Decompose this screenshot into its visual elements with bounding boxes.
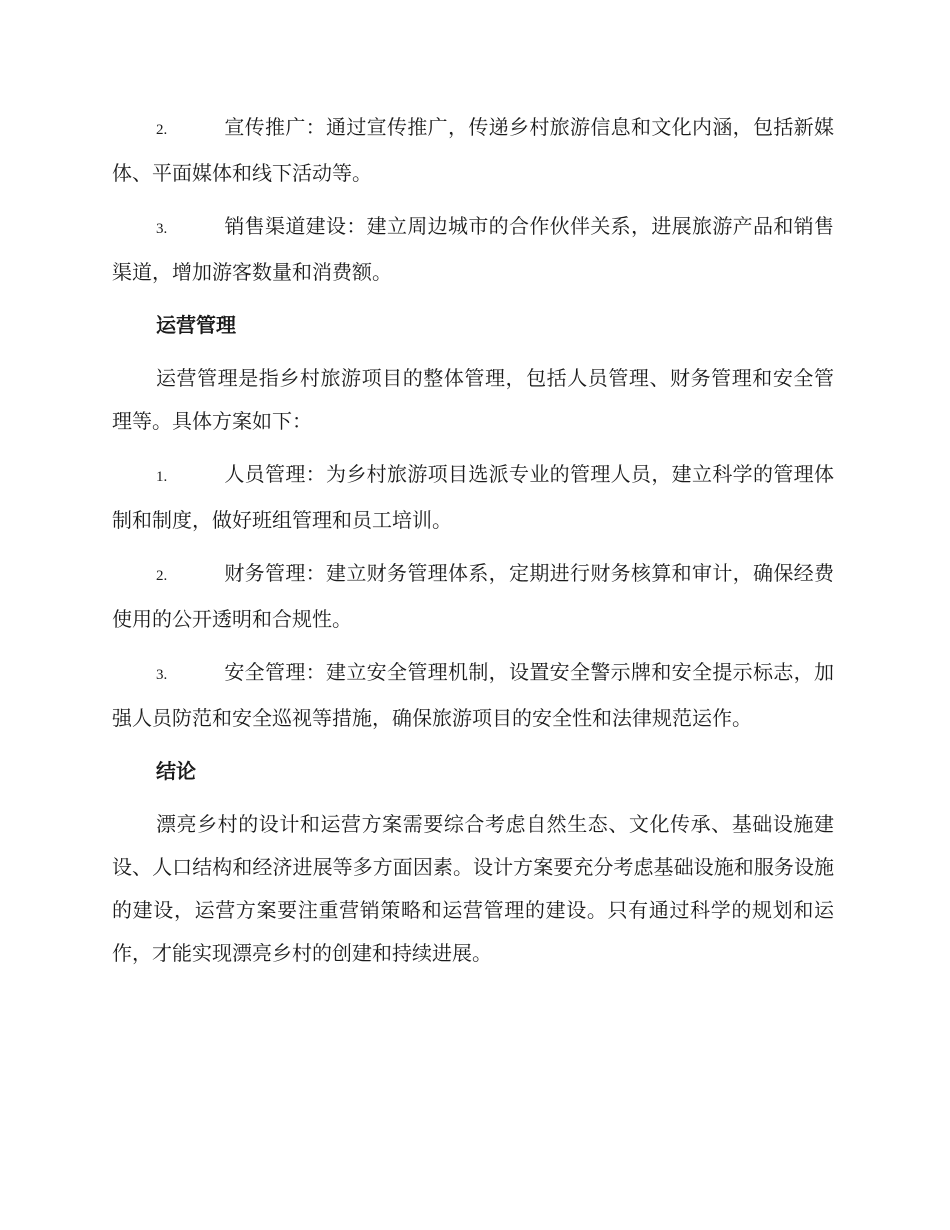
list-number: 3.	[156, 667, 168, 683]
list-item-text: 安全管理：建立安全管理机制，设置安全警示牌和安全提示标志，加强人员防范和安全巡视等措施，确保旅游项目的安全性和法律规范运作。	[112, 660, 834, 730]
list-number: 2.	[156, 568, 168, 584]
list-item-text: 销售渠道建设：建立周边城市的合作伙伴关系，进展旅游产品和销售渠道，增加游客数量和消费额。	[112, 214, 834, 284]
section-heading-operations: 运营管理	[156, 313, 236, 337]
operations-intro-paragraph: 运营管理是指乡村旅游项目的整体管理，包括人员管理、财务管理和安全管理等。具体方案如下：	[112, 366, 834, 433]
list-item-promotion	[112, 106, 834, 195]
list-item-finance	[112, 552, 834, 641]
list-item-safety	[112, 651, 834, 740]
section-heading-conclusion: 结论	[156, 759, 196, 783]
list-number: 1.	[156, 469, 168, 485]
list-item-sales-channel	[112, 205, 834, 294]
list-number: 2.	[156, 122, 168, 138]
list-item-personnel	[112, 453, 834, 542]
list-item-text: 财务管理：建立财务管理体系，定期进行财务核算和审计，确保经费使用的公开透明和合规性。	[112, 561, 834, 631]
document-page	[112, 106, 834, 985]
list-number: 3.	[156, 221, 168, 237]
conclusion-paragraph: 漂亮乡村的设计和运营方案需要综合考虑自然生态、文化传承、基础设施建设、人口结构和经济进展等多方面因素。设计方案要充分考虑基础设施和服务设施的建设，运营方案要注重营销策略和运营管理的建设。只有通过科学的规划和运作，才能实现漂亮乡村的创建和持续进展。	[112, 812, 834, 965]
list-item-text: 宣传推广：通过宣传推广，传递乡村旅游信息和文化内涵，包括新媒体、平面媒体和线下活动等。	[112, 115, 834, 185]
list-item-text: 人员管理：为乡村旅游项目选派专业的管理人员，建立科学的管理体制和制度，做好班组管理和员工培训。	[112, 462, 834, 532]
